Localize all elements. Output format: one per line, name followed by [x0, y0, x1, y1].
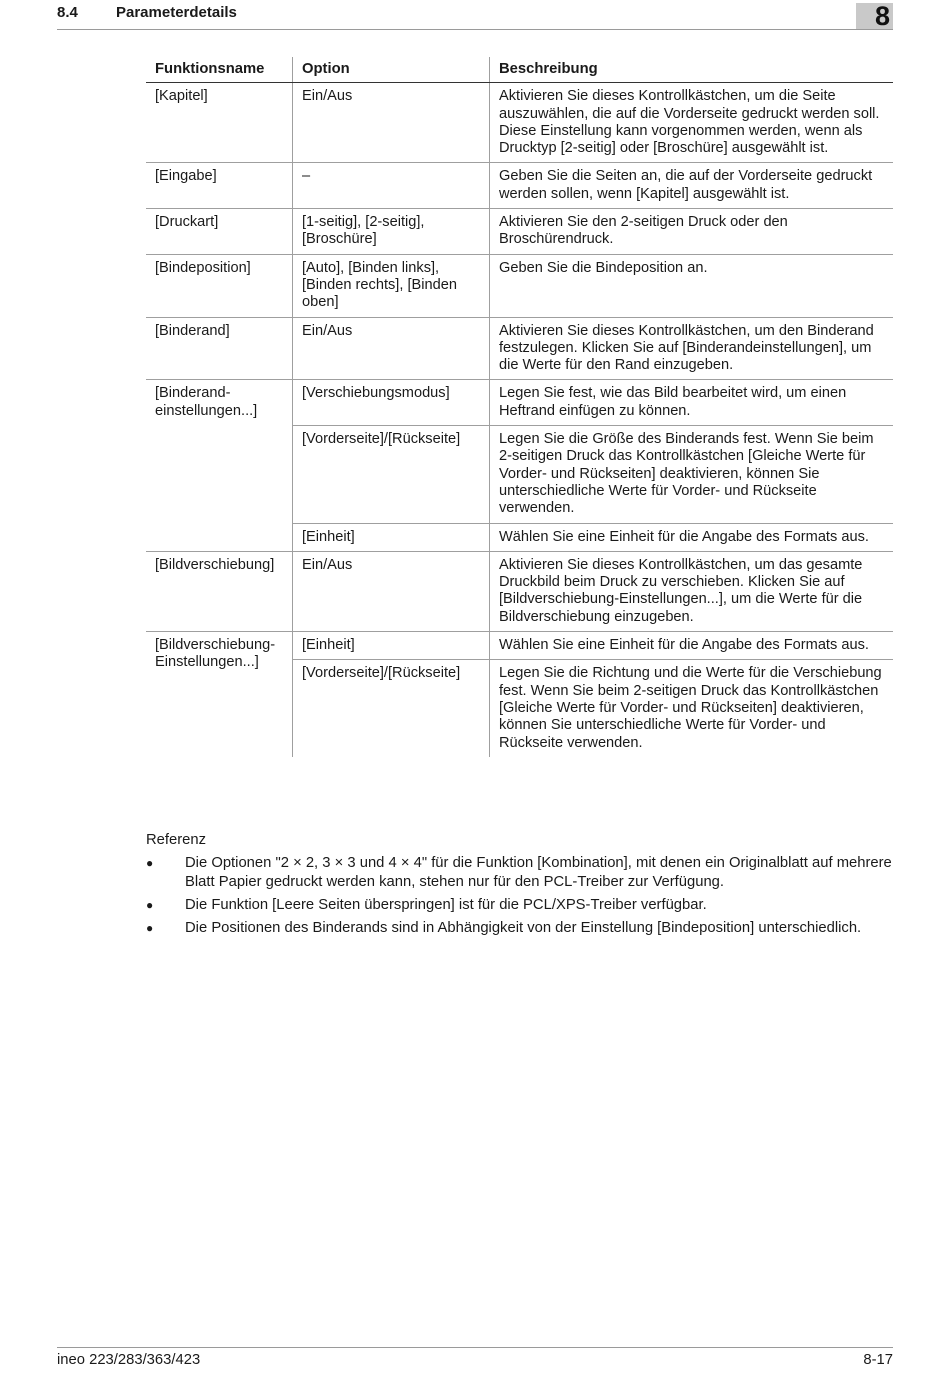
table-row — [146, 552, 893, 632]
function-name: [Eingabe] — [146, 163, 293, 208]
function-name: [Bildverschiebung-Einstellungen...] — [146, 632, 293, 757]
reference-text: Die Positionen des Binderands sind in Abhängigkeit von der Einstellung [Bindeposition] unterschiedlich. — [185, 920, 862, 936]
option-cell: [Einheit] — [293, 632, 490, 659]
table-row — [146, 209, 893, 255]
option-cell: [Vorderseite]/[Rückseite] — [293, 426, 490, 522]
sub-rows — [293, 380, 893, 550]
option-cell: Ein/Aus — [293, 83, 490, 162]
reference-text: Die Optionen "2 × 2, 3 × 3 und 4 × 4" für die Funktion [Kombination], mit denen ein Originalblatt auf mehrere Blatt Papier gedruckt werden kann, stehen nur für den PCL-Treiber zur Verfügung. — [185, 855, 892, 890]
function-name: [Binderand-einstellungen...] — [146, 380, 293, 550]
description-cell: Geben Sie die Seiten an, die auf der Vorderseite gedruckt werden sollen, wenn [Kapitel] ausgewählt ist. — [499, 168, 873, 202]
option-cell: [Verschiebungsmodus] — [293, 380, 490, 425]
reference-label: Referenz — [146, 832, 207, 848]
description-cell: Aktivieren Sie den 2-seitigen Druck oder den Broschürendruck. — [499, 214, 788, 248]
bullet-icon: ● — [146, 898, 154, 912]
description-cell: Legen Sie fest, wie das Bild bearbeitet wird, um einen Heftrand einfügen zu können. — [499, 385, 847, 419]
description-cell: Legen Sie die Größe des Binderands fest. Wenn Sie beim 2-seitigen Druck das Kontrollkästchen [Gleiche Werte für Vorder- und Rückseiten] deaktivieren, können Sie unterschiedliche Werte für Vorder- und Rückseite verwenden. — [499, 431, 874, 517]
list-item — [146, 896, 906, 915]
column-header: Beschreibung — [499, 61, 598, 77]
table-header-row — [146, 57, 893, 83]
description-cell: Geben Sie die Bindeposition an. — [499, 259, 708, 276]
model-name: ineo 223/283/363/423 — [57, 1352, 201, 1368]
description-cell: Legen Sie die Richtung und die Werte für die Verschiebung fest. Wenn Sie beim 2-seitigen Druck das Kontrollkästchen [Gleiche Werte für Vorder- und Rückseiten] deaktivieren, können Sie unterschiedliche Werte für Vorder- und Rückseite verwenden. — [499, 665, 882, 751]
chapter-number: 8 — [874, 1, 890, 31]
parameter-table — [146, 57, 893, 757]
description-cell: Aktivieren Sie dieses Kontrollkästchen, um das gesamte Druckbild beim Druck zu verschieben. Klicken Sie auf [Bildverschiebung-Einstellungen...], um die Werte für die Bildverschiebung einzugeben. — [499, 556, 863, 625]
table-row — [293, 426, 893, 523]
page-footer — [57, 1347, 893, 1378]
page-header — [57, 0, 893, 30]
option-cell: [Vorderseite]/[Rückseite] — [293, 660, 490, 756]
table-row — [146, 83, 893, 163]
table-row — [146, 255, 893, 318]
table-row — [293, 660, 893, 756]
function-name: [Bindeposition] — [146, 255, 293, 317]
section-title: Parameterdetails — [116, 4, 237, 21]
list-item — [146, 919, 906, 938]
function-name: [Kapitel] — [146, 83, 293, 162]
option-cell: Ein/Aus — [293, 552, 490, 631]
column-header: Funktionsname — [146, 57, 293, 82]
page-number: 8-17 — [863, 1352, 893, 1368]
column-header: Option — [293, 57, 490, 82]
option-cell: [1-seitig], [2-seitig], [Broschüre] — [293, 209, 490, 254]
description-cell: Wählen Sie eine Einheit für die Angabe des Formats aus. — [499, 637, 869, 654]
function-name: [Druckart] — [146, 209, 293, 254]
option-cell: Ein/Aus — [293, 318, 490, 380]
table-row-group — [146, 380, 893, 551]
section-number: 8.4 — [57, 4, 78, 21]
description-cell: Aktivieren Sie dieses Kontrollkästchen, um die Seite auszuwählen, die auf die Vorderseite gedruckt werden soll. Diese Einstellung kann vorgenommen werden, wenn als Drucktyp [2-seitig] oder [Broschüre] ausgewählt ist. — [499, 88, 880, 157]
table-row — [293, 524, 893, 551]
bullet-icon: ● — [146, 856, 154, 870]
reference-list — [146, 854, 906, 942]
option-cell: – — [293, 163, 490, 208]
table-row — [146, 318, 893, 381]
bullet-icon: ● — [146, 921, 154, 935]
sub-rows — [293, 632, 893, 757]
chapter-badge — [856, 3, 893, 29]
function-name: [Bildverschiebung] — [146, 552, 293, 631]
list-item — [146, 854, 906, 892]
description-cell: Aktivieren Sie dieses Kontrollkästchen, um den Binderand festzulegen. Klicken Sie auf [Binderandeinstellungen], um die Werte für den Rand einzugeben. — [499, 322, 874, 374]
table-row — [293, 632, 893, 660]
table-row-group — [146, 632, 893, 757]
option-cell: [Einheit] — [293, 524, 490, 551]
description-cell: Wählen Sie eine Einheit für die Angabe des Formats aus. — [499, 528, 869, 545]
table-row — [293, 380, 893, 426]
option-cell: [Auto], [Binden links], [Binden rechts], [Binden oben] — [293, 255, 490, 317]
table-row — [146, 163, 893, 209]
reference-text: Die Funktion [Leere Seiten überspringen] ist für die PCL/XPS-Treiber verfügbar. — [185, 897, 707, 913]
function-name: [Binderand] — [146, 318, 293, 380]
